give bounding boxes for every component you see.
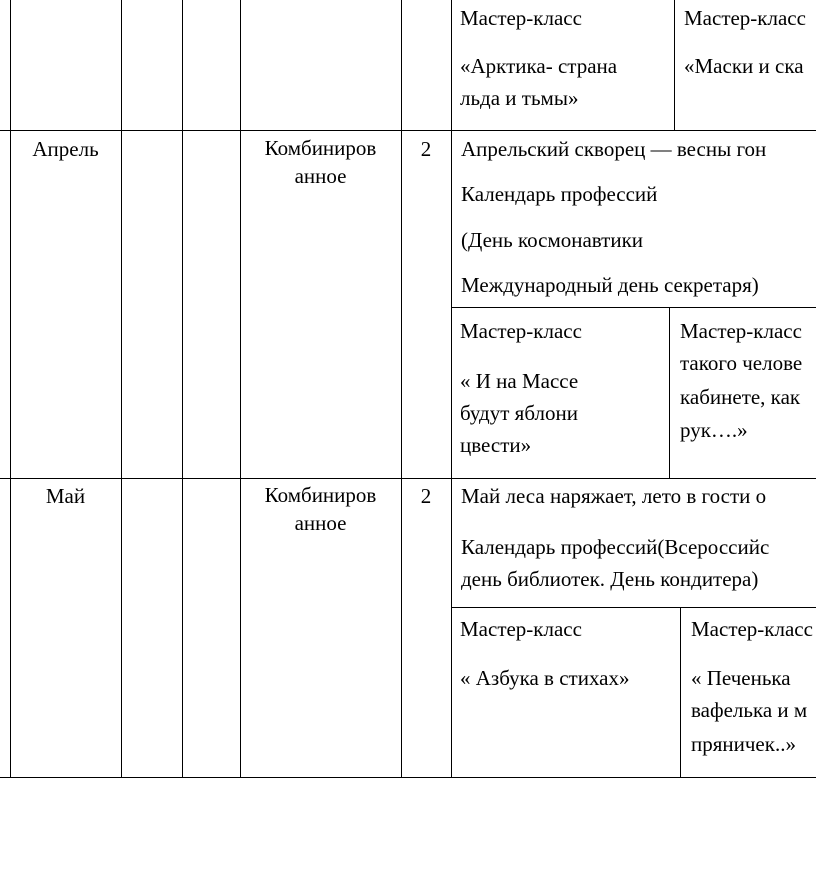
hours-cell: 2 [420, 484, 432, 508]
column-border [401, 0, 402, 778]
topic-line: день библиотек. День кондитера) [461, 567, 759, 591]
topic-line: Май леса наряжает, лето в гости о [461, 484, 767, 508]
masterclass-title: вафелька и м [691, 698, 808, 722]
column-border [451, 0, 452, 778]
masterclass-divider [669, 307, 670, 479]
masterclass-title: « Печенька [691, 666, 791, 690]
column-border [182, 0, 183, 778]
lesson-type-cell: Комбиниров [264, 136, 377, 160]
row-border [0, 130, 816, 131]
month-cell: Апрель [32, 137, 99, 161]
masterclass-title: « И на Массе [460, 369, 579, 393]
masterclass-heading: Мастер-класс [680, 319, 802, 343]
lesson-type-cell: Комбиниров [264, 483, 377, 507]
topic-line: Календарь профессий [461, 182, 658, 206]
masterclass-title: «Арктика- страна [460, 54, 618, 78]
row-border [0, 777, 816, 778]
masterclass-heading: Мастер-класс [460, 617, 582, 641]
row-border [0, 478, 816, 479]
hours-cell: 2 [420, 137, 432, 161]
masterclass-heading: Мастер-класс [460, 319, 582, 343]
topic-line: (День космонавтики [461, 228, 644, 252]
topic-line: Апрельский скворец — весны гон [461, 137, 767, 161]
lesson-type-cell: анное [294, 511, 347, 535]
masterclass-heading: Мастер-класс [684, 6, 806, 30]
subrow-border [451, 607, 816, 608]
masterclass-title: будут яблони [460, 401, 578, 425]
lesson-type-cell: анное [294, 164, 347, 188]
topic-line: Календарь профессий(Всероссийс [461, 535, 770, 559]
masterclass-title: «Маски и ска [684, 54, 804, 78]
masterclass-title: пряничек..» [691, 732, 796, 756]
masterclass-heading: Мастер-класс [691, 617, 813, 641]
masterclass-divider [680, 607, 681, 778]
subrow-border [451, 307, 816, 308]
masterclass-title: « Азбука в стихах» [460, 666, 630, 690]
masterclass-title: цвести» [460, 433, 532, 457]
topic-line: Международный день секретаря) [461, 273, 759, 297]
masterclass-title: кабинете, как [680, 385, 801, 409]
masterclass-title: льда и тьмы» [460, 86, 579, 110]
masterclass-heading: Мастер-класс [460, 6, 582, 30]
column-border [240, 0, 241, 778]
column-border [121, 0, 122, 778]
masterclass-divider [674, 0, 675, 131]
masterclass-title: такого челове [680, 351, 803, 375]
masterclass-title: рук….» [680, 418, 748, 442]
column-border [10, 0, 11, 778]
month-cell: Май [45, 484, 86, 508]
